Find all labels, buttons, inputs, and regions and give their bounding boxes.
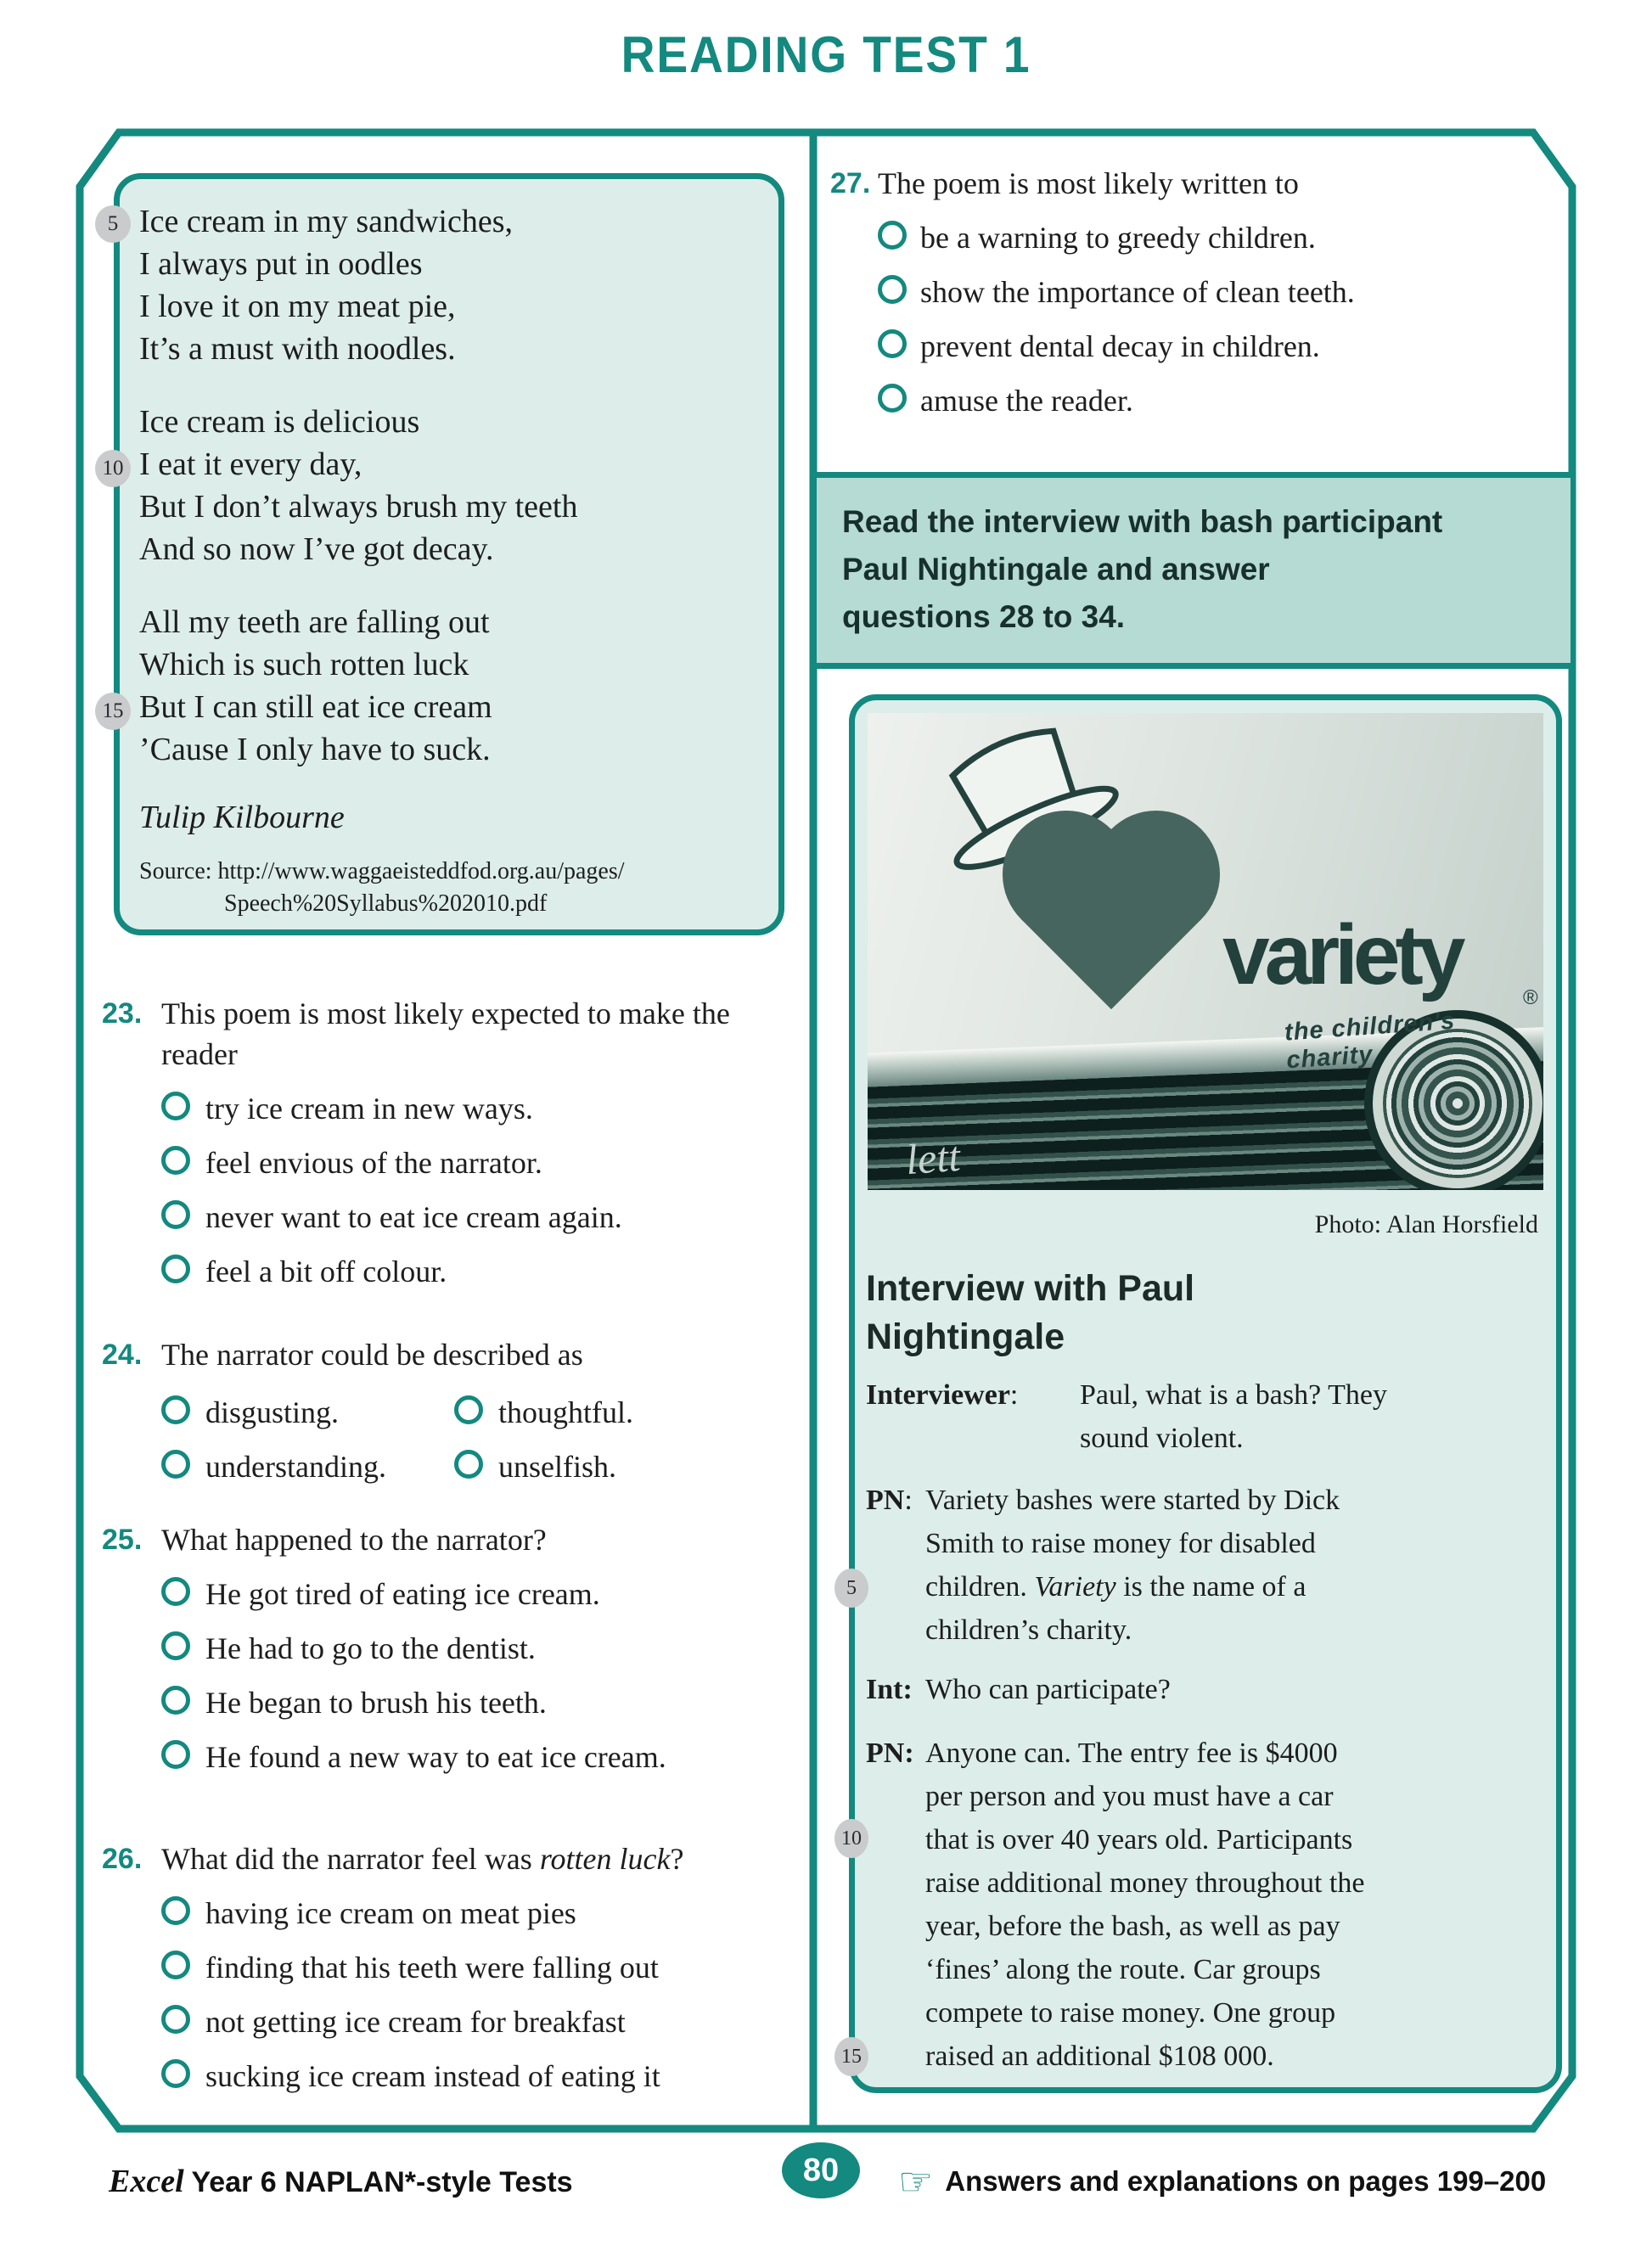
brand-name: Excel — [109, 2164, 184, 2199]
answer-option — [161, 1893, 789, 1934]
radio-button[interactable] — [878, 384, 907, 413]
question-text: What did the narrator feel was rotten luck? — [161, 1842, 684, 1876]
speaker-label: PN: — [866, 1485, 913, 1516]
option-text: amuse the reader. — [920, 384, 1133, 418]
options — [161, 1893, 789, 2097]
poem-line: But I don’t always brush my teeth — [139, 489, 578, 525]
dialogue-line: Variety bashes were started by Dick — [925, 1485, 1340, 1516]
answer-option — [161, 1088, 789, 1129]
dialogue-text — [925, 1732, 1545, 2078]
question-text: The poem is most likely written to — [878, 166, 1299, 200]
poem-text — [139, 200, 625, 920]
answer-option — [454, 1392, 789, 1433]
option-text: unselfish. — [498, 1450, 616, 1484]
question-number: 26. — [102, 1843, 143, 1875]
option-text: show the importance of clean teeth. — [920, 275, 1355, 309]
answer-option — [161, 1574, 789, 1614]
poem-line: Which is such rotten luck — [139, 647, 469, 682]
option-text: understanding. — [205, 1450, 386, 1484]
radio-button[interactable] — [161, 1395, 190, 1424]
option-text: try ice cream in new ways. — [205, 1092, 533, 1126]
poem-stanza-2 — [139, 401, 625, 570]
poem-line-number-badge: 5 — [95, 205, 131, 243]
speaker-label: PN: — [866, 1737, 914, 1769]
radio-button[interactable] — [161, 1740, 190, 1769]
option-text: feel a bit off colour. — [205, 1255, 447, 1288]
answer-option — [161, 2056, 789, 2097]
poem-line: Ice cream is delicious — [139, 404, 420, 440]
question-text: This poem is most likely expected to make the reader — [161, 996, 730, 1071]
question-text: What happened to the narrator? — [161, 1523, 547, 1557]
question-number: 24. — [102, 1339, 143, 1371]
dialogue-line: Anyone can. The entry fee is $4000 — [925, 1737, 1338, 1769]
question-23 — [102, 993, 789, 1292]
interview-line-number-badge: 10 — [834, 1819, 868, 1858]
radio-button[interactable] — [878, 329, 907, 358]
poem-author: Tulip Kilbourne — [139, 800, 345, 835]
dialogue-row-pn — [866, 1732, 1545, 2078]
variety-logo-tagline: the children's charity — [1284, 1007, 1457, 1075]
radio-button[interactable] — [454, 1395, 483, 1424]
dialogue-line: raised an additional $108 000. — [925, 2041, 1274, 2072]
option-text: He found a new way to eat ice cream. — [205, 1740, 666, 1774]
dialogue-text — [1080, 1373, 1545, 1460]
photo-credit: Photo: Alan Horsfield — [1314, 1210, 1538, 1238]
option-text: prevent dental decay in children. — [920, 329, 1320, 363]
dialogue-line: Who can participate? — [925, 1674, 1171, 1705]
question-number: 23. — [102, 997, 143, 1030]
option-text: disgusting. — [205, 1395, 340, 1429]
interview-heading — [866, 1265, 1194, 1361]
radio-button[interactable] — [454, 1450, 483, 1479]
question-body — [161, 1334, 789, 1487]
options — [161, 1088, 789, 1292]
poem-line: I love it on my meat pie, — [139, 289, 456, 324]
answer-option — [878, 380, 1560, 421]
radio-button[interactable] — [878, 275, 907, 304]
poem-line-number-badge: 10 — [95, 450, 131, 487]
option-text: thoughtful. — [498, 1395, 633, 1429]
poem-line: It’s a must with noodles. — [139, 331, 456, 367]
dialogue-line: Smith to raise money for disabled — [925, 1528, 1316, 1559]
answer-option — [161, 1682, 789, 1723]
variety-logo-wordmark: variety — [1222, 907, 1461, 1002]
page-title: READING TEST 1 — [621, 26, 1031, 83]
instruction-line: Read the interview with bash participant — [842, 504, 1443, 539]
dialogue-line: per person and you must have a car — [925, 1781, 1334, 1812]
pointing-hand-icon: ☞ — [898, 2159, 934, 2203]
footer-series-title — [109, 2163, 573, 2200]
radio-button[interactable] — [161, 1577, 190, 1606]
source-line: Source: http://www.waggaeisteddfod.org.au/pages/ — [139, 858, 625, 884]
instruction-box — [817, 472, 1571, 669]
radio-button[interactable] — [161, 2005, 190, 2034]
dialogue-line: children’s charity. — [925, 1614, 1132, 1646]
dialogue-line: ‘fines’ along the route. Car groups — [925, 1954, 1321, 1985]
page-number-badge: 80 — [782, 2142, 860, 2198]
option-text: be a warning to greedy children. — [920, 221, 1316, 255]
question-body — [161, 1519, 789, 1777]
answer-option — [878, 217, 1560, 258]
source-line: Speech%20Syllabus%202010.pdf — [224, 890, 548, 917]
poem-line: I always put in oodles — [139, 246, 423, 282]
question-body — [878, 163, 1560, 421]
answer-option — [161, 1251, 789, 1292]
answer-option — [878, 326, 1560, 367]
radio-button[interactable] — [161, 1092, 190, 1120]
poem-line: ’Cause I only have to suck. — [139, 732, 491, 767]
answers-text: Answers and explanations on pages 199–200 — [945, 2165, 1547, 2197]
radio-button[interactable] — [161, 1896, 190, 1925]
answer-option — [161, 1446, 454, 1487]
question-number: 25. — [102, 1524, 143, 1556]
dialogue-line: year, before the bash, as well as pay — [925, 1911, 1340, 1942]
question-number: 27. — [830, 167, 871, 199]
option-text: feel envious of the narrator. — [205, 1146, 542, 1180]
series-name: Year 6 NAPLAN*-style Tests — [183, 2166, 573, 2198]
option-text: never want to eat ice cream again. — [205, 1200, 622, 1234]
question-24 — [102, 1334, 789, 1487]
poem-source — [139, 856, 625, 920]
poem-stanza-1 — [139, 200, 625, 370]
radio-button[interactable] — [161, 1631, 190, 1660]
dialogue-line: that is over 40 years old. Participants — [925, 1824, 1353, 1855]
answer-option — [161, 1392, 454, 1433]
poem-stanza-3 — [139, 601, 625, 771]
registered-trademark-icon: ® — [1523, 986, 1538, 1009]
option-text: not getting ice cream for breakfast — [205, 2005, 626, 2039]
question-26 — [102, 1839, 789, 2097]
answer-option — [161, 2001, 789, 2042]
poem-line: And so now I’ve got decay. — [139, 531, 494, 567]
poem-line: I eat it every day, — [139, 446, 362, 482]
poem-line: All my teeth are falling out — [139, 604, 490, 640]
question-text: The narrator could be described as — [161, 1338, 583, 1372]
radio-button[interactable] — [161, 1200, 190, 1229]
radio-button[interactable] — [161, 2059, 190, 2088]
radio-button[interactable] — [161, 1686, 190, 1715]
poem-line: Ice cream in my sandwiches, — [139, 204, 513, 239]
question-27 — [830, 163, 1560, 421]
answer-option — [161, 1737, 789, 1777]
interview-heading-line: Interview with Paul — [866, 1268, 1195, 1309]
dialogue-line: compete to raise money. One group — [925, 1997, 1336, 2029]
dialogue-line: sound violent. — [1080, 1423, 1244, 1454]
answer-option — [878, 272, 1560, 312]
option-text: sucking ice cream instead of eating it — [205, 2059, 660, 2093]
radio-button[interactable] — [161, 1450, 190, 1479]
dialogue-row-pn — [866, 1479, 1545, 1652]
radio-button[interactable] — [878, 221, 907, 250]
dialogue-line: raise additional money throughout the — [925, 1867, 1365, 1899]
answer-option — [454, 1446, 789, 1487]
option-text: He began to brush his teeth. — [205, 1686, 547, 1720]
radio-button[interactable] — [161, 1146, 190, 1175]
dialogue-row-int — [866, 1668, 1545, 1711]
interview-heading-line: Nightingale — [866, 1316, 1065, 1357]
options — [878, 217, 1560, 421]
footer-answers-note — [898, 2156, 1546, 2207]
instruction-line: questions 28 to 34. — [842, 599, 1126, 634]
dialogue-line: Paul, what is a bash? They — [1080, 1379, 1387, 1411]
variety-bash-photo — [868, 713, 1543, 1190]
poem-line: But I can still eat ice cream — [139, 689, 492, 725]
options — [161, 1378, 789, 1487]
option-text: He got tired of eating ice cream. — [205, 1577, 600, 1611]
option-text: having ice cream on meat pies — [205, 1896, 576, 1930]
dialogue-text — [925, 1479, 1545, 1652]
car-badge-script: lett — [904, 1131, 962, 1184]
question-25 — [102, 1519, 789, 1777]
speaker-label: Int: — [866, 1674, 913, 1705]
heart-icon — [1021, 829, 1201, 1009]
option-text: He had to go to the dentist. — [205, 1631, 536, 1665]
interview-line-number-badge: 5 — [834, 1569, 868, 1608]
answer-option — [161, 1947, 789, 1988]
options — [161, 1574, 789, 1777]
radio-button[interactable] — [161, 1951, 190, 1979]
answer-option — [161, 1142, 789, 1183]
question-body — [161, 993, 789, 1292]
dialogue-line: children. Variety is the name of a — [925, 1571, 1306, 1603]
radio-button[interactable] — [161, 1255, 190, 1283]
answer-option — [161, 1628, 789, 1669]
dialogue-text — [925, 1668, 1545, 1711]
question-body — [161, 1839, 789, 2097]
interview-line-number-badge: 15 — [834, 2037, 868, 2076]
speaker-label: Interviewer: — [866, 1379, 1019, 1411]
poem-line-number-badge: 15 — [95, 693, 131, 730]
option-text: finding that his teeth were falling out — [205, 1951, 659, 1984]
dialogue-row-interviewer — [866, 1373, 1545, 1460]
instruction-line: Paul Nightingale and answer — [842, 552, 1270, 587]
answer-option — [161, 1197, 789, 1238]
